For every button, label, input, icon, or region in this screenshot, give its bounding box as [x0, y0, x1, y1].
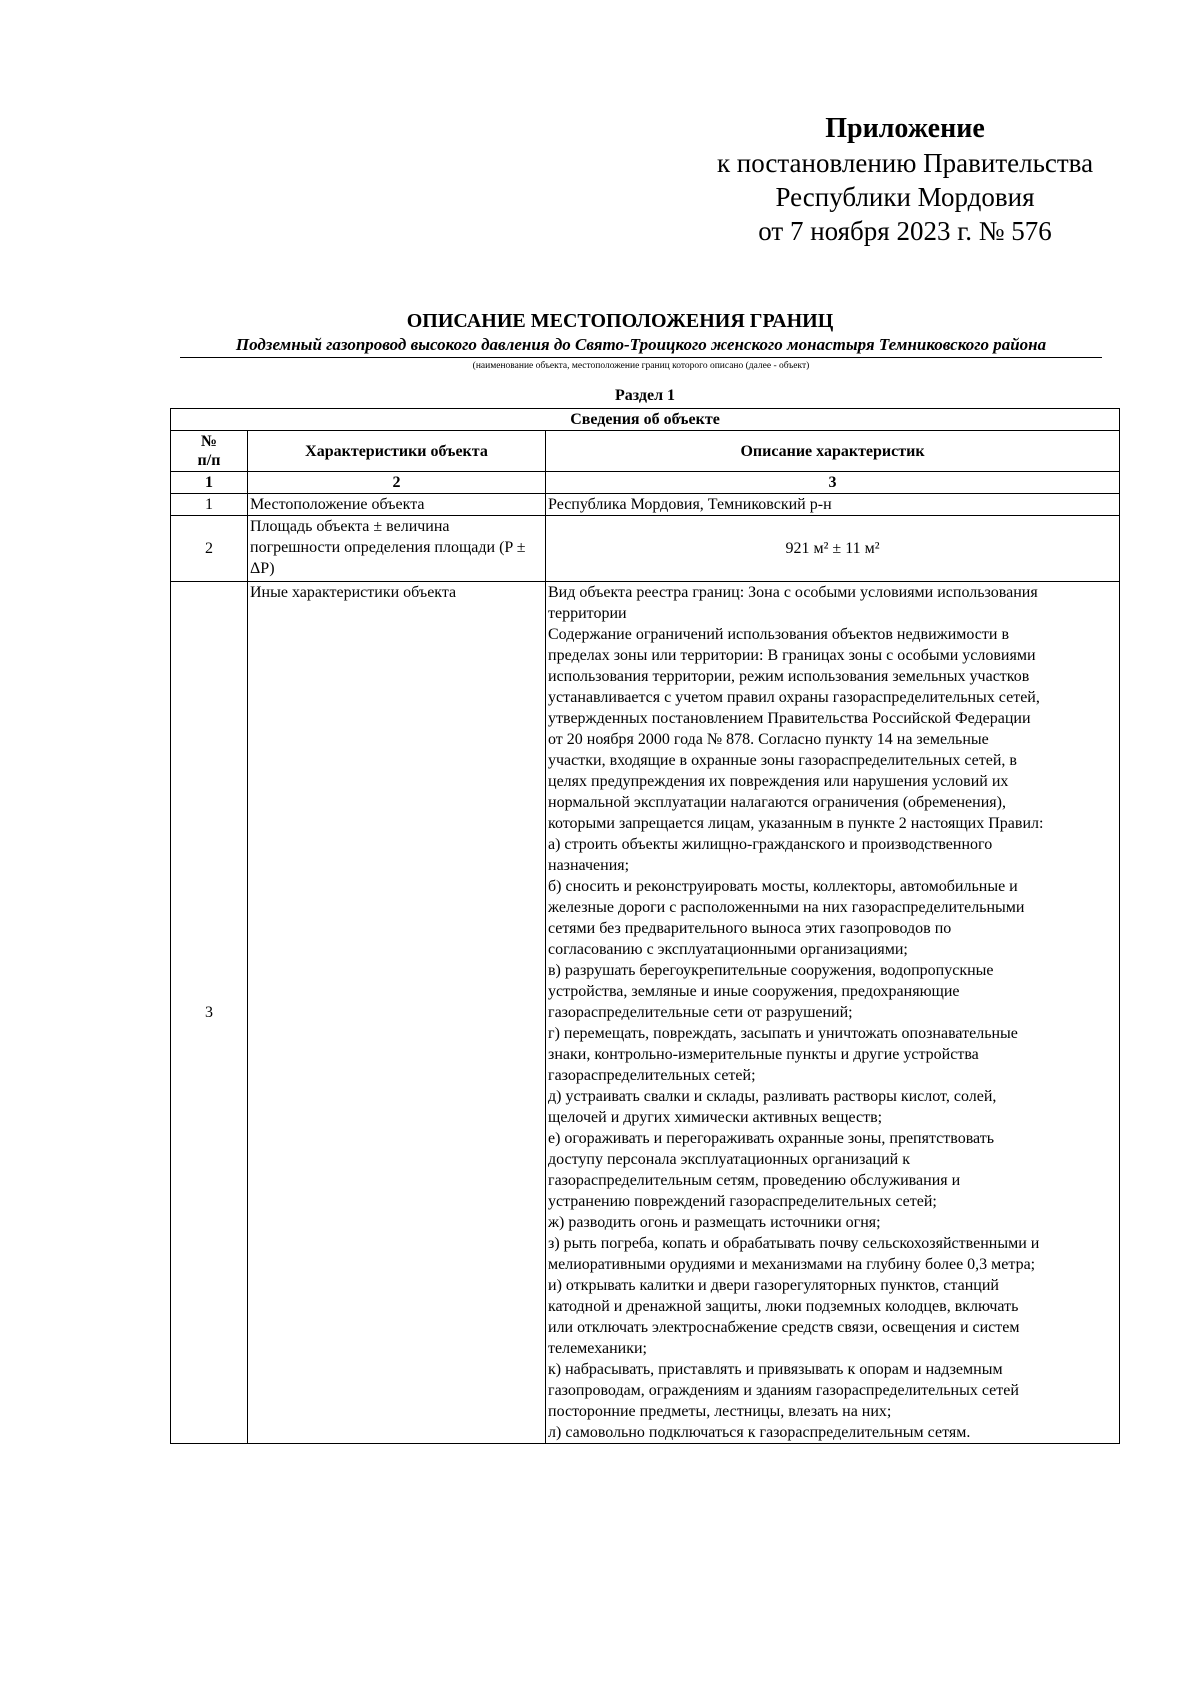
- description-line: з) рыть погреба, копать и обрабатывать почву сельскохозяйственными и: [548, 1235, 1040, 1252]
- description-line: или отключать электроснабжение средств связи, освещения и систем: [548, 1319, 1020, 1336]
- description-line: устранению повреждений газораспределительных сетей;: [548, 1193, 937, 1210]
- column-number: 2: [248, 472, 546, 494]
- row-characteristic: Иные характеристики объекта: [248, 582, 546, 1444]
- row-description: 921 м² ± 11 м²: [546, 516, 1120, 582]
- object-name-underline: [180, 357, 1102, 358]
- description-line: мелиоративными орудиями и механизмами на глубину более 0,3 метра;: [548, 1256, 1036, 1273]
- description-line: знаки, контрольно-измерительные пункты и другие устройства: [548, 1046, 979, 1063]
- description-line: в) разрушать берегоукрепительные сооружения, водопропускные: [548, 962, 994, 979]
- description-line: катодной и дренажной защиты, люки подземных колодцев, включать: [548, 1298, 1019, 1315]
- description-line: нормальной эксплуатации налагаются ограничения (обременения),: [548, 794, 1006, 811]
- column-number: 1: [171, 472, 248, 494]
- description-line: телемеханики;: [548, 1340, 647, 1357]
- description-line: назначения;: [548, 857, 630, 874]
- row-number: 1: [171, 494, 248, 516]
- description-line: щелочей и других химически активных веществ;: [548, 1109, 883, 1126]
- description-line: газораспределительные сети от разрушений;: [548, 1004, 853, 1021]
- object-caption: (наименование объекта, местоположение границ которого описано (далее - объект): [472, 361, 810, 371]
- table-row: [171, 582, 1120, 1444]
- description-line: а) строить объекты жилищно-гражданского и производственного: [548, 836, 993, 853]
- column-number: 3: [546, 472, 1120, 494]
- object-name: Подземный газопровод высокого давления до Свято-Троицкого женского монастыря Темниковского района: [235, 335, 1047, 354]
- description-line: Содержание ограничений использования объектов недвижимости в: [548, 626, 1009, 643]
- table-row: [171, 516, 1120, 582]
- description-line: к) набрасывать, приставлять и привязывать к опорам и надземным: [548, 1361, 1003, 1378]
- description-line: ж) разводить огонь и размещать источники огня;: [548, 1214, 881, 1231]
- description-line: газораспределительных сетей;: [548, 1067, 756, 1084]
- appendix-line: Республики Мордовия: [775, 182, 1035, 212]
- description-line: д) устраивать свалки и склады, разливать растворы кислот, солей,: [548, 1088, 997, 1105]
- row-number: 3: [171, 582, 248, 1444]
- description-line: целях предупреждения их повреждения или нарушения условий их: [548, 773, 1009, 790]
- appendix-line: от 7 ноября 2023 г. № 576: [758, 216, 1052, 246]
- description-line: б) сносить и реконструировать мосты, коллекторы, автомобильные и: [548, 878, 1018, 895]
- description-line: газопроводам, ограждениям и зданиям газораспределительных сетей: [548, 1382, 1019, 1399]
- description-line: от 20 ноября 2000 года № 878. Согласно пункту 14 на земельные: [548, 731, 989, 748]
- description-line: пределах зоны или территории: В границах зоны с особыми условиями: [548, 647, 1036, 664]
- header-characteristic: Характеристики объекта: [248, 431, 546, 472]
- row-characteristic: Местоположение объекта: [248, 494, 546, 516]
- appendix-line: к постановлению Правительства: [716, 148, 1094, 178]
- description-line: г) перемещать, повреждать, засыпать и уничтожать опознавательные: [548, 1025, 1018, 1042]
- description-line: согласованию с эксплуатационными организациями;: [548, 941, 908, 958]
- header-description: Описание характеристик: [546, 431, 1120, 472]
- description-line: Вид объекта реестра границ: Зона с особыми условиями использования: [548, 584, 1038, 601]
- table-caption: Сведения об объекте: [171, 409, 1120, 431]
- appendix-block: [690, 112, 1120, 248]
- row-number: 2: [171, 516, 248, 582]
- description-line: газораспределительным сетям, проведению обслуживания и: [548, 1172, 961, 1189]
- table-row: [171, 494, 1120, 516]
- row-description: Республика Мордовия, Темниковский р-н: [546, 494, 1120, 516]
- row-characteristic: Площадь объекта ± величина погрешности определения площади (P ± ΔP): [248, 516, 546, 582]
- description-line: и) открывать калитки и двери газорегуляторных пунктов, станций: [548, 1277, 999, 1294]
- description-line: территории: [548, 605, 627, 622]
- description-line: железные дороги с расположенными на них газораспределительными: [548, 899, 1025, 916]
- section-label: Раздел 1: [614, 387, 676, 404]
- description-line: е) огораживать и перегораживать охранные зоны, препятствовать: [548, 1130, 995, 1147]
- description-line: использования территории, режим использования земельных участков: [548, 668, 1030, 685]
- description-line: участки, входящие в охранные зоны газораспределительных сетей, в: [548, 752, 1017, 769]
- object-info-table: [170, 408, 1120, 1444]
- description-line: устанавливается с учетом правил охраны газораспределительных сетей,: [548, 689, 1040, 706]
- description-line: устройства, земляные и иные сооружения, предохраняющие: [548, 983, 960, 1000]
- description-line: сетями без предварительного выноса этих газопроводов по: [548, 920, 952, 937]
- description-line: которыми запрещается лицам, указанным в пункте 2 настоящих Правил:: [548, 815, 1044, 832]
- header-number: № п/п: [171, 431, 248, 472]
- document-title: ОПИСАНИЕ МЕСТОПОЛОЖЕНИЯ ГРАНИЦ: [406, 310, 834, 332]
- row-description: [546, 582, 1120, 1444]
- description-line: л) самовольно подключаться к газораспределительным сетям.: [548, 1424, 971, 1441]
- description-line: посторонние предметы, лестницы, влезать на них;: [548, 1403, 892, 1420]
- description-line: утвержденных постановлением Правительства Российской Федерации: [548, 710, 1031, 727]
- description-line: доступу персонала эксплуатационных организаций к: [548, 1151, 910, 1168]
- appendix-title: Приложение: [825, 113, 985, 144]
